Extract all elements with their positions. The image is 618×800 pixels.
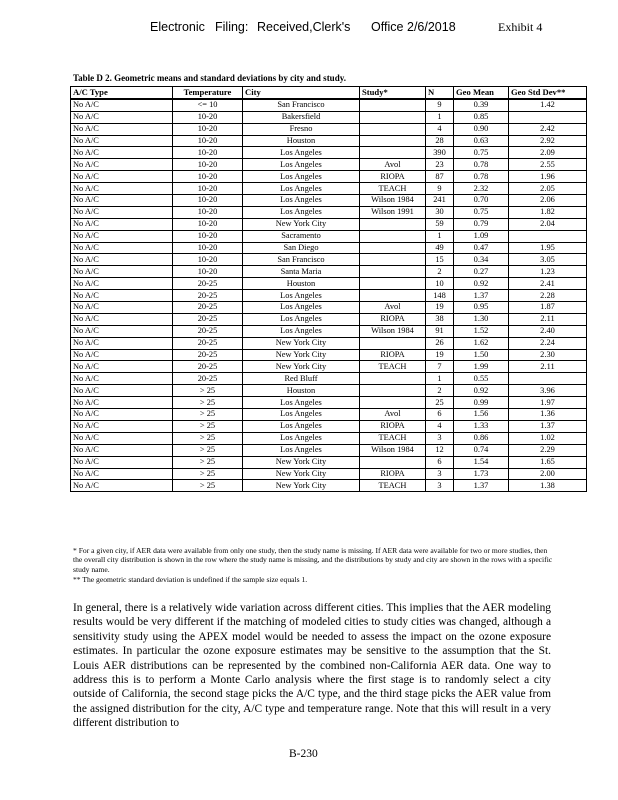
- cell-n: 4: [426, 123, 454, 135]
- cell-study: [360, 147, 426, 159]
- table-row: [71, 337, 587, 349]
- cell-geo-mean: 0.55: [454, 373, 509, 385]
- cell-n: 148: [426, 290, 454, 302]
- table-row: [71, 480, 587, 492]
- cell-study: [360, 373, 426, 385]
- cell-geo-mean: 0.74: [454, 444, 509, 456]
- cell-geo-mean: 0.92: [454, 385, 509, 397]
- cell-ac-type: No A/C: [71, 183, 173, 195]
- cell-temperature: 10-20: [173, 111, 243, 123]
- cell-city: New York City: [243, 480, 360, 492]
- cell-study: [360, 123, 426, 135]
- cell-study: RIOPA: [360, 313, 426, 325]
- cell-geo-mean: 0.95: [454, 302, 509, 314]
- cell-geo-std-dev: 2.42: [509, 123, 587, 135]
- cell-temperature: 10-20: [173, 147, 243, 159]
- cell-city: Fresno: [243, 123, 360, 135]
- cell-study: Wilson 1984: [360, 325, 426, 337]
- cell-geo-std-dev: 3.05: [509, 254, 587, 266]
- table-row: [71, 159, 587, 171]
- cell-ac-type: No A/C: [71, 420, 173, 432]
- cell-geo-mean: 0.90: [454, 123, 509, 135]
- cell-ac-type: No A/C: [71, 242, 173, 254]
- cell-study: [360, 111, 426, 123]
- cell-n: 3: [426, 480, 454, 492]
- table-row: [71, 206, 587, 218]
- col-header-geo-std-dev: Geo Std Dev**: [509, 87, 587, 99]
- cell-city: New York City: [243, 361, 360, 373]
- cell-city: Los Angeles: [243, 171, 360, 183]
- cell-n: 3: [426, 468, 454, 480]
- cell-n: 2: [426, 266, 454, 278]
- cell-n: 10: [426, 278, 454, 290]
- cell-geo-std-dev: 2.55: [509, 159, 587, 171]
- cell-temperature: > 25: [173, 397, 243, 409]
- cell-city: Los Angeles: [243, 444, 360, 456]
- cell-temperature: 20-25: [173, 325, 243, 337]
- cell-geo-mean: 1.50: [454, 349, 509, 361]
- cell-city: Los Angeles: [243, 325, 360, 337]
- cell-city: Los Angeles: [243, 290, 360, 302]
- cell-ac-type: No A/C: [71, 385, 173, 397]
- cell-city: Red Bluff: [243, 373, 360, 385]
- cell-temperature: 10-20: [173, 135, 243, 147]
- cell-study: RIOPA: [360, 171, 426, 183]
- cell-ac-type: No A/C: [71, 111, 173, 123]
- col-header-temperature: Temperature: [173, 87, 243, 99]
- table-header-row: [71, 87, 587, 99]
- table-row: [71, 420, 587, 432]
- footnote-study: * For a given city, if AER data were available from only one study, then the study name is missing. If AER data were available for two or more studies, then the overall city distribution is shown in the row where the study name is missing, and the distributions by study and city are shown in the rows with a specific study name.: [73, 546, 553, 574]
- cell-ac-type: No A/C: [71, 444, 173, 456]
- cell-geo-mean: 1.99: [454, 361, 509, 373]
- cell-ac-type: No A/C: [71, 266, 173, 278]
- cell-city: Sacramento: [243, 230, 360, 242]
- table-row: [71, 171, 587, 183]
- table-row: [71, 325, 587, 337]
- cell-geo-mean: 0.85: [454, 111, 509, 123]
- header-date: 2/6/2018: [407, 20, 456, 34]
- cell-n: 19: [426, 302, 454, 314]
- header-exhibit: Exhibit 4: [498, 20, 543, 34]
- cell-n: 30: [426, 206, 454, 218]
- cell-n: 25: [426, 397, 454, 409]
- cell-n: 390: [426, 147, 454, 159]
- cell-n: 26: [426, 337, 454, 349]
- cell-temperature: > 25: [173, 444, 243, 456]
- cell-geo-std-dev: 2.29: [509, 444, 587, 456]
- cell-temperature: 10-20: [173, 254, 243, 266]
- cell-temperature: 10-20: [173, 123, 243, 135]
- cell-ac-type: No A/C: [71, 337, 173, 349]
- cell-ac-type: No A/C: [71, 195, 173, 207]
- table-row: [71, 99, 587, 111]
- cell-ac-type: No A/C: [71, 302, 173, 314]
- cell-geo-mean: 1.73: [454, 468, 509, 480]
- cell-geo-mean: 0.47: [454, 242, 509, 254]
- cell-city: San Francisco: [243, 254, 360, 266]
- cell-temperature: 10-20: [173, 218, 243, 230]
- cell-n: 6: [426, 409, 454, 421]
- cell-ac-type: No A/C: [71, 432, 173, 444]
- cell-temperature: 10-20: [173, 206, 243, 218]
- cell-temperature: 10-20: [173, 159, 243, 171]
- cell-study: [360, 99, 426, 111]
- cell-ac-type: No A/C: [71, 218, 173, 230]
- cell-ac-type: No A/C: [71, 409, 173, 421]
- cell-study: [360, 242, 426, 254]
- cell-n: 28: [426, 135, 454, 147]
- cell-geo-mean: 1.52: [454, 325, 509, 337]
- cell-geo-mean: 0.63: [454, 135, 509, 147]
- cell-study: Wilson 1984: [360, 195, 426, 207]
- cell-n: 23: [426, 159, 454, 171]
- cell-n: 87: [426, 171, 454, 183]
- header-filing: Filing:: [215, 20, 249, 34]
- cell-geo-std-dev: 1.65: [509, 456, 587, 468]
- cell-city: Los Angeles: [243, 183, 360, 195]
- cell-geo-std-dev: 2.00: [509, 468, 587, 480]
- cell-ac-type: No A/C: [71, 99, 173, 111]
- cell-ac-type: No A/C: [71, 147, 173, 159]
- table-row: [71, 230, 587, 242]
- cell-temperature: 10-20: [173, 171, 243, 183]
- cell-ac-type: No A/C: [71, 349, 173, 361]
- cell-geo-mean: 0.39: [454, 99, 509, 111]
- cell-study: TEACH: [360, 432, 426, 444]
- cell-ac-type: No A/C: [71, 123, 173, 135]
- cell-study: [360, 337, 426, 349]
- cell-geo-mean: 0.75: [454, 147, 509, 159]
- cell-study: [360, 254, 426, 266]
- cell-ac-type: No A/C: [71, 325, 173, 337]
- cell-geo-mean: 1.37: [454, 480, 509, 492]
- footnote-std-dev: ** The geometric standard deviation is undefined if the sample size equals 1.: [73, 575, 308, 584]
- cell-study: RIOPA: [360, 420, 426, 432]
- cell-geo-std-dev: 1.87: [509, 302, 587, 314]
- cell-geo-std-dev: 1.82: [509, 206, 587, 218]
- cell-n: 15: [426, 254, 454, 266]
- cell-geo-std-dev: 1.95: [509, 242, 587, 254]
- cell-city: Los Angeles: [243, 432, 360, 444]
- cell-n: 9: [426, 183, 454, 195]
- cell-geo-mean: 0.78: [454, 171, 509, 183]
- cell-geo-mean: 0.34: [454, 254, 509, 266]
- cell-city: New York City: [243, 468, 360, 480]
- cell-city: Los Angeles: [243, 420, 360, 432]
- cell-study: Avol: [360, 409, 426, 421]
- cell-study: Avol: [360, 159, 426, 171]
- cell-geo-mean: 0.75: [454, 206, 509, 218]
- cell-n: 59: [426, 218, 454, 230]
- cell-city: New York City: [243, 337, 360, 349]
- cell-geo-std-dev: 2.11: [509, 361, 587, 373]
- cell-geo-std-dev: 1.23: [509, 266, 587, 278]
- table-row: [71, 278, 587, 290]
- cell-geo-std-dev: 2.24: [509, 337, 587, 349]
- cell-temperature: 20-25: [173, 313, 243, 325]
- cell-temperature: 20-25: [173, 337, 243, 349]
- table-row: [71, 409, 587, 421]
- table-row: [71, 111, 587, 123]
- col-header-ac-type: A/C Type: [71, 87, 173, 99]
- cell-city: Los Angeles: [243, 159, 360, 171]
- cell-geo-mean: 0.78: [454, 159, 509, 171]
- cell-city: Los Angeles: [243, 409, 360, 421]
- cell-ac-type: No A/C: [71, 456, 173, 468]
- cell-ac-type: No A/C: [71, 230, 173, 242]
- cell-temperature: 10-20: [173, 242, 243, 254]
- col-header-n: N: [426, 87, 454, 99]
- cell-city: Los Angeles: [243, 302, 360, 314]
- cell-temperature: 10-20: [173, 266, 243, 278]
- cell-ac-type: No A/C: [71, 206, 173, 218]
- cell-temperature: > 25: [173, 480, 243, 492]
- cell-city: Los Angeles: [243, 206, 360, 218]
- cell-city: Santa Maria: [243, 266, 360, 278]
- cell-study: [360, 385, 426, 397]
- cell-city: Los Angeles: [243, 195, 360, 207]
- filing-header: [150, 20, 590, 36]
- cell-city: Los Angeles: [243, 147, 360, 159]
- cell-city: Los Angeles: [243, 397, 360, 409]
- cell-n: 1: [426, 230, 454, 242]
- cell-geo-std-dev: 2.06: [509, 195, 587, 207]
- cell-ac-type: No A/C: [71, 254, 173, 266]
- page-number: B-230: [289, 748, 318, 760]
- cell-city: Bakersfield: [243, 111, 360, 123]
- cell-geo-mean: 1.33: [454, 420, 509, 432]
- cell-n: 38: [426, 313, 454, 325]
- cell-ac-type: No A/C: [71, 171, 173, 183]
- cell-n: 6: [426, 456, 454, 468]
- table-row: [71, 242, 587, 254]
- cell-temperature: > 25: [173, 409, 243, 421]
- col-header-geo-mean: Geo Mean: [454, 87, 509, 99]
- cell-geo-std-dev: 2.30: [509, 349, 587, 361]
- cell-geo-mean: 0.27: [454, 266, 509, 278]
- table-title: Table D 2. Geometric means and standard deviations by city and study.: [73, 73, 346, 83]
- cell-city: New York City: [243, 456, 360, 468]
- table-row: [71, 373, 587, 385]
- cell-ac-type: No A/C: [71, 373, 173, 385]
- header-received: Received,Clerk's: [257, 20, 351, 34]
- table-row: [71, 385, 587, 397]
- cell-study: [360, 278, 426, 290]
- cell-geo-std-dev: 2.28: [509, 290, 587, 302]
- table-row: [71, 195, 587, 207]
- cell-n: 9: [426, 99, 454, 111]
- table-row: [71, 349, 587, 361]
- cell-geo-std-dev: 1.38: [509, 480, 587, 492]
- cell-geo-std-dev: 2.05: [509, 183, 587, 195]
- header-electronic: Electronic: [150, 20, 205, 34]
- cell-geo-std-dev: 2.41: [509, 278, 587, 290]
- cell-temperature: 20-25: [173, 290, 243, 302]
- cell-ac-type: No A/C: [71, 135, 173, 147]
- cell-geo-std-dev: 1.97: [509, 397, 587, 409]
- cell-geo-std-dev: 1.02: [509, 432, 587, 444]
- cell-geo-std-dev: 3.96: [509, 385, 587, 397]
- cell-study: [360, 397, 426, 409]
- cell-geo-std-dev: [509, 111, 587, 123]
- cell-geo-mean: 1.37: [454, 290, 509, 302]
- cell-city: San Diego: [243, 242, 360, 254]
- cell-geo-std-dev: [509, 373, 587, 385]
- table-row: [71, 135, 587, 147]
- cell-geo-std-dev: 1.37: [509, 420, 587, 432]
- cell-temperature: 20-25: [173, 349, 243, 361]
- cell-city: New York City: [243, 349, 360, 361]
- cell-temperature: > 25: [173, 456, 243, 468]
- cell-n: 1: [426, 111, 454, 123]
- cell-study: TEACH: [360, 480, 426, 492]
- cell-n: 1: [426, 373, 454, 385]
- table-row: [71, 302, 587, 314]
- header-office: Office: [371, 20, 404, 34]
- cell-ac-type: No A/C: [71, 290, 173, 302]
- cell-geo-std-dev: 2.11: [509, 313, 587, 325]
- cell-study: TEACH: [360, 361, 426, 373]
- cell-city: Houston: [243, 135, 360, 147]
- cell-geo-std-dev: [509, 230, 587, 242]
- cell-geo-mean: 0.70: [454, 195, 509, 207]
- cell-ac-type: No A/C: [71, 159, 173, 171]
- cell-geo-std-dev: 1.42: [509, 99, 587, 111]
- cell-temperature: > 25: [173, 468, 243, 480]
- geo-means-table: [70, 86, 587, 492]
- cell-geo-mean: 1.54: [454, 456, 509, 468]
- cell-ac-type: No A/C: [71, 468, 173, 480]
- cell-study: RIOPA: [360, 468, 426, 480]
- cell-geo-std-dev: 2.40: [509, 325, 587, 337]
- cell-geo-mean: 2.32: [454, 183, 509, 195]
- cell-temperature: 20-25: [173, 361, 243, 373]
- cell-n: 19: [426, 349, 454, 361]
- cell-study: Wilson 1984: [360, 444, 426, 456]
- cell-city: New York City: [243, 218, 360, 230]
- cell-ac-type: No A/C: [71, 361, 173, 373]
- cell-geo-std-dev: 2.92: [509, 135, 587, 147]
- cell-ac-type: No A/C: [71, 397, 173, 409]
- cell-study: Avol: [360, 302, 426, 314]
- cell-temperature: 10-20: [173, 183, 243, 195]
- table-row: [71, 397, 587, 409]
- cell-geo-mean: 1.56: [454, 409, 509, 421]
- cell-study: [360, 230, 426, 242]
- cell-study: [360, 290, 426, 302]
- table-row: [71, 468, 587, 480]
- cell-geo-mean: 0.92: [454, 278, 509, 290]
- col-header-city: City: [243, 87, 360, 99]
- cell-geo-mean: 0.79: [454, 218, 509, 230]
- cell-study: RIOPA: [360, 349, 426, 361]
- cell-ac-type: No A/C: [71, 278, 173, 290]
- table-row: [71, 432, 587, 444]
- cell-geo-std-dev: 2.04: [509, 218, 587, 230]
- cell-city: Houston: [243, 385, 360, 397]
- cell-temperature: 20-25: [173, 373, 243, 385]
- cell-geo-mean: 1.62: [454, 337, 509, 349]
- table-body: [71, 99, 587, 492]
- cell-study: [360, 135, 426, 147]
- cell-temperature: 10-20: [173, 230, 243, 242]
- cell-geo-std-dev: 1.96: [509, 171, 587, 183]
- cell-geo-mean: 1.09: [454, 230, 509, 242]
- cell-study: Wilson 1991: [360, 206, 426, 218]
- cell-city: Houston: [243, 278, 360, 290]
- cell-city: San Francisco: [243, 99, 360, 111]
- cell-geo-std-dev: 2.09: [509, 147, 587, 159]
- cell-ac-type: No A/C: [71, 480, 173, 492]
- cell-temperature: > 25: [173, 420, 243, 432]
- table-row: [71, 147, 587, 159]
- table-row: [71, 123, 587, 135]
- cell-geo-mean: 1.30: [454, 313, 509, 325]
- cell-n: 3: [426, 432, 454, 444]
- cell-ac-type: No A/C: [71, 313, 173, 325]
- col-header-study: Study*: [360, 87, 426, 99]
- cell-study: TEACH: [360, 183, 426, 195]
- cell-study: [360, 456, 426, 468]
- cell-geo-mean: 0.86: [454, 432, 509, 444]
- cell-temperature: 20-25: [173, 278, 243, 290]
- cell-n: 4: [426, 420, 454, 432]
- table-row: [71, 361, 587, 373]
- table-row: [71, 183, 587, 195]
- cell-study: [360, 266, 426, 278]
- cell-temperature: > 25: [173, 432, 243, 444]
- cell-n: 7: [426, 361, 454, 373]
- cell-temperature: > 25: [173, 385, 243, 397]
- cell-temperature: <= 10: [173, 99, 243, 111]
- cell-study: [360, 218, 426, 230]
- cell-geo-std-dev: 1.36: [509, 409, 587, 421]
- cell-n: 2: [426, 385, 454, 397]
- table-row: [71, 456, 587, 468]
- body-paragraph: In general, there is a relatively wide variation across different cities. This implies that the AER modeling results would be very different if the matching of modeled cities to study cities was changed, although a sensitivity study using the APEX model would be needed to assess the impact on the ozone exposure estimates. In particular the ozone exposure estimates may be sensitive to the assumption that the St. Louis AER distributions can be represented by the combined non-California AER data. One way to address this is to perform a Monte Carlo analysis where the first stage is to randomly select a city outside of California, the second stage picks the A/C type, and the third stage picks the AER value from the assigned distribution for the city, A/C type and temperature range. Note that this will result in a very different distribution to: [73, 602, 551, 730]
- cell-city: Los Angeles: [243, 313, 360, 325]
- cell-geo-mean: 0.99: [454, 397, 509, 409]
- table-row: [71, 290, 587, 302]
- cell-n: 241: [426, 195, 454, 207]
- table-row: [71, 254, 587, 266]
- cell-temperature: 10-20: [173, 195, 243, 207]
- cell-n: 49: [426, 242, 454, 254]
- cell-temperature: 20-25: [173, 302, 243, 314]
- table-row: [71, 313, 587, 325]
- table-row: [71, 218, 587, 230]
- cell-n: 12: [426, 444, 454, 456]
- table-row: [71, 444, 587, 456]
- table-row: [71, 266, 587, 278]
- cell-n: 91: [426, 325, 454, 337]
